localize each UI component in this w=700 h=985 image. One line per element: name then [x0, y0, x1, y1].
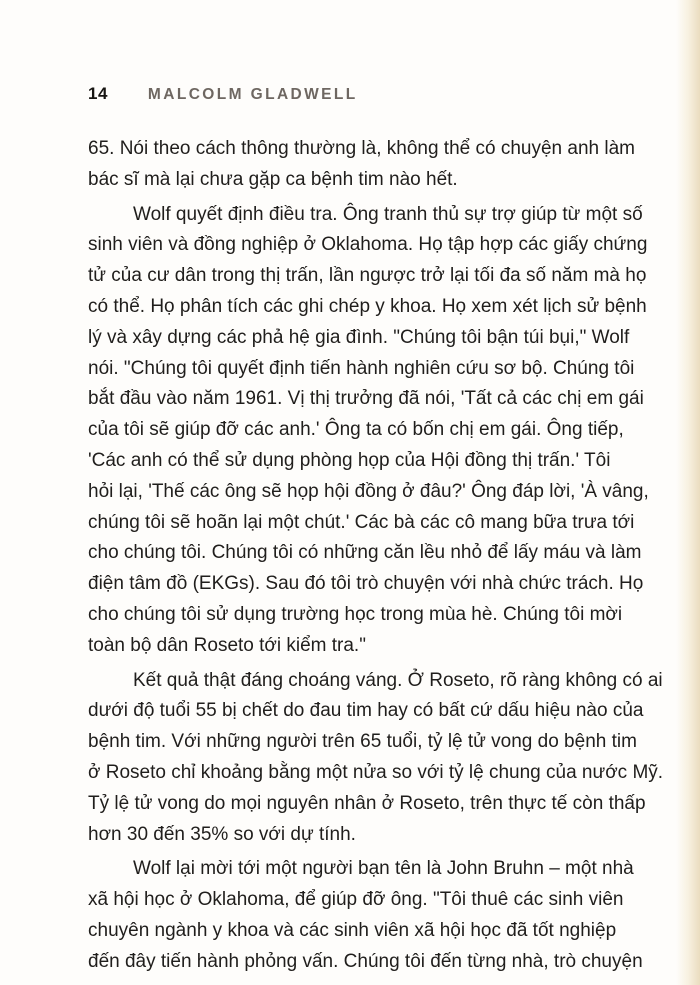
text-line: xã hội học ở Oklahoma, để giúp đỡ ông. "Tôi thuê các sinh viên — [88, 889, 624, 911]
text-line: cho chúng tôi. Chúng tôi có những căn lều nhỏ để lấy máu và làm — [88, 542, 642, 564]
text-line: lý và xây dựng các phả hệ gia đình. "Chúng tôi bận túi bụi," Wolf — [88, 326, 630, 348]
text-line: dưới độ tuổi 55 bị chết do đau tim hay có bất cứ dấu hiệu nào của — [88, 700, 644, 722]
text-line: toàn bộ dân Roseto tới kiểm tra." — [88, 634, 366, 656]
paragraph — [88, 200, 686, 662]
page-number: 14 — [88, 84, 108, 103]
text-line: sinh viên và đồng nghiệp ở Oklahoma. Họ tập hợp các giấy chứng — [88, 234, 648, 256]
text-line: bắt đầu vào năm 1961. Vị thị trưởng đã nói, 'Tất cả các chị em gái — [88, 388, 644, 410]
text-line: Wolf lại mời tới một người bạn tên là John Bruhn – một nhà — [133, 858, 634, 880]
text-line: cho chúng tôi sử dụng trường học trong mùa hè. Chúng tôi mời — [88, 603, 623, 625]
text-line: hơn 30 đến 35% so với dự tính. — [88, 823, 356, 845]
text-line: bác sĩ mà lại chưa gặp ca bệnh tim nào hết. — [88, 168, 458, 190]
text-line: 65. Nói theo cách thông thường là, không thể có chuyện anh làm — [88, 138, 635, 159]
text-line: nói. "Chúng tôi quyết định tiến hành nghiên cứu sơ bộ. Chúng tôi — [88, 357, 635, 379]
text-line: điện tâm đồ (EKGs). Sau đó tôi trò chuyện với nhà chức trách. Họ — [88, 573, 644, 595]
text-line: chuyên ngành y khoa và các sinh viên xã hội học đã tốt nghiệp — [88, 919, 617, 941]
text-line: chúng tôi sẽ hoãn lại một chút.' Các bà các cô mang bữa trưa tới — [88, 511, 635, 533]
text-line: bệnh tim. Với những người trên 65 tuổi, tỷ lệ tử vong do bệnh tim — [88, 731, 637, 753]
text-line: Tỷ lệ tử vong do mọi nguyên nhân ở Roseto, trên thực tế còn thấp — [88, 792, 646, 814]
running-head-author: MALCOLM GLADWELL — [147, 86, 358, 103]
paragraph — [88, 134, 686, 196]
text-line: đến đây tiến hành phỏng vấn. Chúng tôi đến từng nhà, trò chuyện — [88, 950, 643, 972]
text-line: hỏi lại, 'Thế các ông sẽ họp hội đồng ở đâu?' Ông đáp lời, 'À vâng, — [88, 480, 649, 502]
paragraph — [88, 666, 686, 851]
paragraph — [88, 854, 686, 977]
text-line: ở Roseto chỉ khoảng bằng một nửa so với tỷ lệ chung của nước Mỹ. — [88, 761, 664, 783]
page-body — [88, 134, 686, 978]
text-line: Wolf quyết định điều tra. Ông tranh thủ sự trợ giúp từ một số — [133, 203, 643, 225]
text-line: tử của cư dân trong thị trấn, lần ngược trở lại tối đa số năm mà họ — [88, 265, 647, 287]
text-line: Kết quả thật đáng choáng váng. Ở Roseto, rõ ràng không có ai — [133, 669, 663, 691]
page-header — [88, 84, 660, 104]
text-line: 'Các anh có thể sử dụng phòng họp của Hội đồng thị trấn.' Tôi — [88, 449, 611, 471]
text-line: có thể. Họ phân tích các ghi chép y khoa. Họ xem xét lịch sử bệnh — [88, 295, 647, 317]
text-line: của tôi sẽ giúp đỡ các anh.' Ông ta có bốn chị em gái. Ông tiếp, — [88, 419, 624, 441]
